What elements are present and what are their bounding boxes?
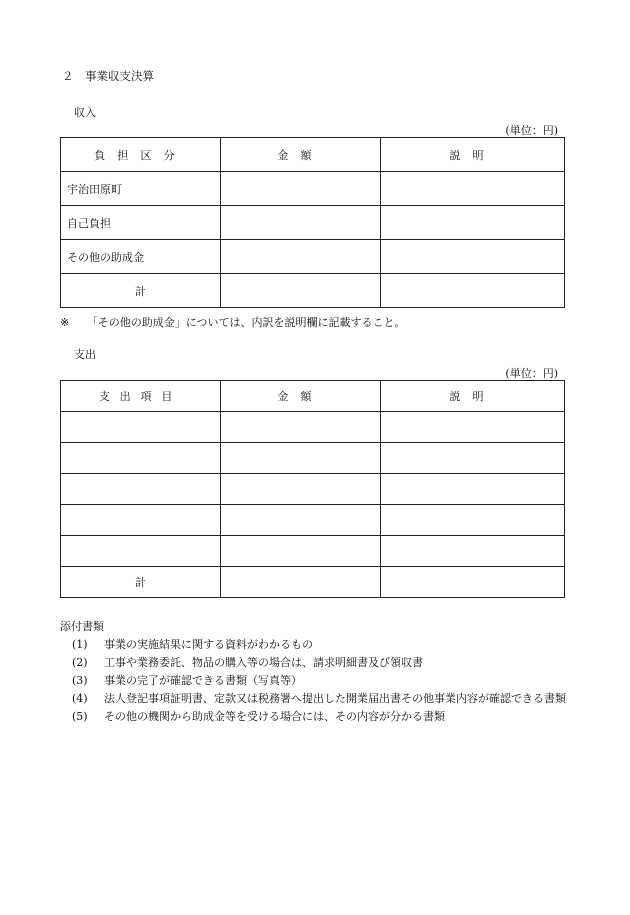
expense-amount-cell[interactable] — [221, 505, 381, 536]
income-amount-cell[interactable] — [221, 206, 381, 240]
income-description-cell[interactable] — [381, 240, 565, 274]
attachment-text: 事業の実施結果に関する資料がわかるもの — [104, 638, 313, 651]
income-amount-cell[interactable] — [221, 240, 381, 274]
income-description-cell[interactable] — [381, 206, 565, 240]
expense-amount-cell[interactable] — [221, 443, 381, 474]
income-header-amount: 金額 — [221, 138, 381, 172]
income-row-label: 宇治田原町 — [61, 172, 221, 206]
expense-unit-label: (単位：円) — [505, 367, 558, 380]
income-amount-cell[interactable] — [221, 172, 381, 206]
expense-item-cell[interactable] — [61, 443, 221, 474]
expense-row — [61, 412, 565, 443]
expense-header-amount: 金額 — [221, 381, 381, 412]
expense-amount-cell[interactable] — [221, 412, 381, 443]
expense-row — [61, 505, 565, 536]
income-total-row — [61, 274, 565, 308]
attachment-text: 法人登記事項証明書、定款又は税務署へ提出した開業届出書その他事業内容が確認できる書類 — [104, 692, 566, 705]
expense-total-amount-cell[interactable] — [221, 567, 381, 598]
expense-row — [61, 536, 565, 567]
note-mark: ※ — [60, 316, 70, 329]
attachment-number: (3) — [72, 674, 88, 687]
income-description-cell[interactable] — [381, 172, 565, 206]
attachment-item — [72, 636, 572, 654]
expense-item-cell[interactable] — [61, 536, 221, 567]
income-row — [61, 240, 565, 274]
income-total-label: 計 — [61, 274, 221, 308]
income-header-row — [61, 138, 565, 172]
income-header-category: 負担区分 — [61, 138, 221, 172]
expense-item-cell[interactable] — [61, 474, 221, 505]
expense-row — [61, 443, 565, 474]
expense-header-row — [61, 381, 565, 412]
income-unit-label: (単位：円) — [505, 124, 558, 137]
income-total-description-cell[interactable] — [381, 274, 565, 308]
expense-description-cell[interactable] — [381, 474, 565, 505]
attachment-number: (4) — [72, 692, 88, 705]
attachment-item — [72, 654, 572, 672]
expense-item-cell[interactable] — [61, 505, 221, 536]
attachments-title: 添付書類 — [60, 620, 104, 633]
attachment-number: (1) — [72, 638, 88, 651]
expense-header-item: 支出項目 — [61, 381, 221, 412]
attachment-text: 工事や業務委託、物品の購入等の場合は、請求明細書及び領収書 — [104, 656, 423, 669]
expense-row — [61, 474, 565, 505]
expense-total-row — [61, 567, 565, 598]
attachment-item — [72, 708, 572, 726]
expense-description-cell[interactable] — [381, 505, 565, 536]
expense-item-cell[interactable] — [61, 412, 221, 443]
section-heading: ２ 事業収支決算 — [62, 69, 154, 83]
attachment-number: (2) — [72, 656, 88, 669]
expense-header-description: 説明 — [381, 381, 565, 412]
income-row-label: その他の助成金 — [61, 240, 221, 274]
expense-table — [60, 380, 565, 598]
expense-amount-cell[interactable] — [221, 536, 381, 567]
income-header-description: 説明 — [381, 138, 565, 172]
income-note — [60, 314, 406, 330]
expense-title: 支出 — [74, 348, 96, 361]
expense-description-cell[interactable] — [381, 536, 565, 567]
income-row — [61, 172, 565, 206]
expense-description-cell[interactable] — [381, 443, 565, 474]
income-row — [61, 206, 565, 240]
note-text: 「その他の助成金」については、内訳を説明欄に記載すること。 — [86, 316, 406, 329]
attachment-text: その他の機関から助成金等を受ける場合には、その内容が分かる書類 — [104, 710, 445, 723]
attachment-number: (5) — [72, 710, 88, 723]
attachment-item — [72, 672, 572, 690]
income-total-amount-cell[interactable] — [221, 274, 381, 308]
attachment-text: 事業の完了が確認できる書類（写真等） — [104, 674, 302, 687]
income-table — [60, 137, 565, 308]
expense-description-cell[interactable] — [381, 412, 565, 443]
expense-total-description-cell[interactable] — [381, 567, 565, 598]
income-row-label: 自己負担 — [61, 206, 221, 240]
expense-total-label: 計 — [61, 567, 221, 598]
expense-amount-cell[interactable] — [221, 474, 381, 505]
income-title: 収入 — [74, 106, 96, 119]
attachments-list — [72, 636, 572, 726]
attachment-item — [72, 690, 572, 708]
